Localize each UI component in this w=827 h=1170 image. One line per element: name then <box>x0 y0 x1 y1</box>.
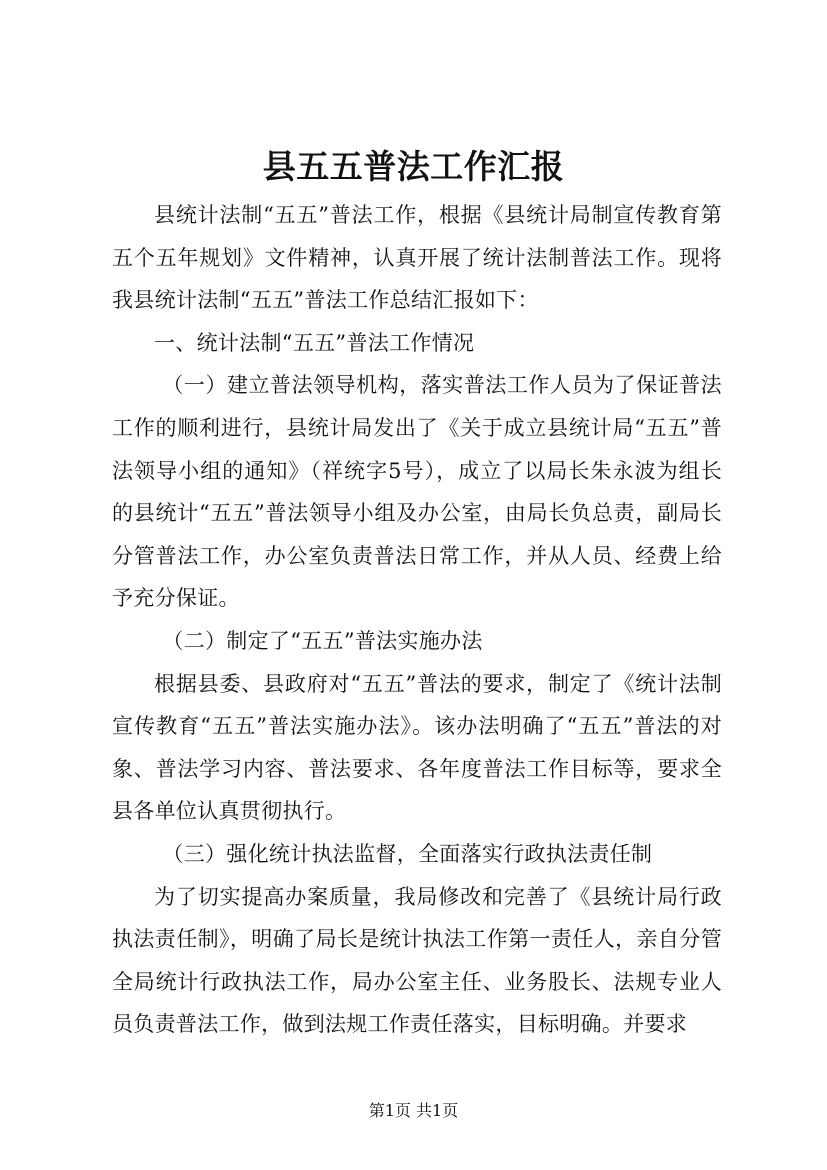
paragraph-intro: 县统计法制“五五”普法工作，根据《县统计局制宣传教育第五个五年规划》文件精神，认真开展了统计法制普法工作。现将我县统计法制“五五”普法工作总结汇报如下： <box>112 203 722 313</box>
subsection-3-heading: （三）强化统计执法监督，全面落实行政执法责任制 <box>162 841 653 866</box>
document-title: 县五五普法工作汇报 <box>262 147 565 186</box>
subsection-2-paragraph: 根据县委、县政府对“五五”普法的要求，制定了《统计法制宣传教育“五五”普法实施办法》。该办法明确了“五五”普法的对象、普法学习内容、普法要求、各年度普法工作目标等，要求全县各单位认真贯彻执行。 <box>112 671 722 824</box>
document-body <box>112 194 722 1046</box>
section-heading-1: 一、统计法制“五五”普法工作情况 <box>154 330 475 355</box>
subsection-2-heading: （二）制定了“五五”普法实施办法 <box>162 628 483 653</box>
subsection-1-paragraph: （一）建立普法领导机构，落实普法工作人员为了保证普法工作的顺利进行，县统计局发出了《关于成立县统计局“五五”普法领导小组的通知》（祥统字5号），成立了以局长朱永波为组长的县统计“五五”普法领导小组及办公室，由局长负总责，副局长分管普法工作，办公室负责普法日常工作，并从人员、经费上给予充分保证。 <box>112 373 722 611</box>
subsection-3-paragraph: 为了切实提高办案质量，我局修改和完善了《县统计局行政执法责任制》，明确了局长是统计执法工作第一责任人，亲自分管全局统计行政执法工作，局办公室主任、业务股长、法规专业人员负责普法工作，做到法规工作责任落实，目标明确。并要求 <box>112 884 722 1037</box>
page-footer: 第1页 共1页 <box>368 1101 459 1120</box>
